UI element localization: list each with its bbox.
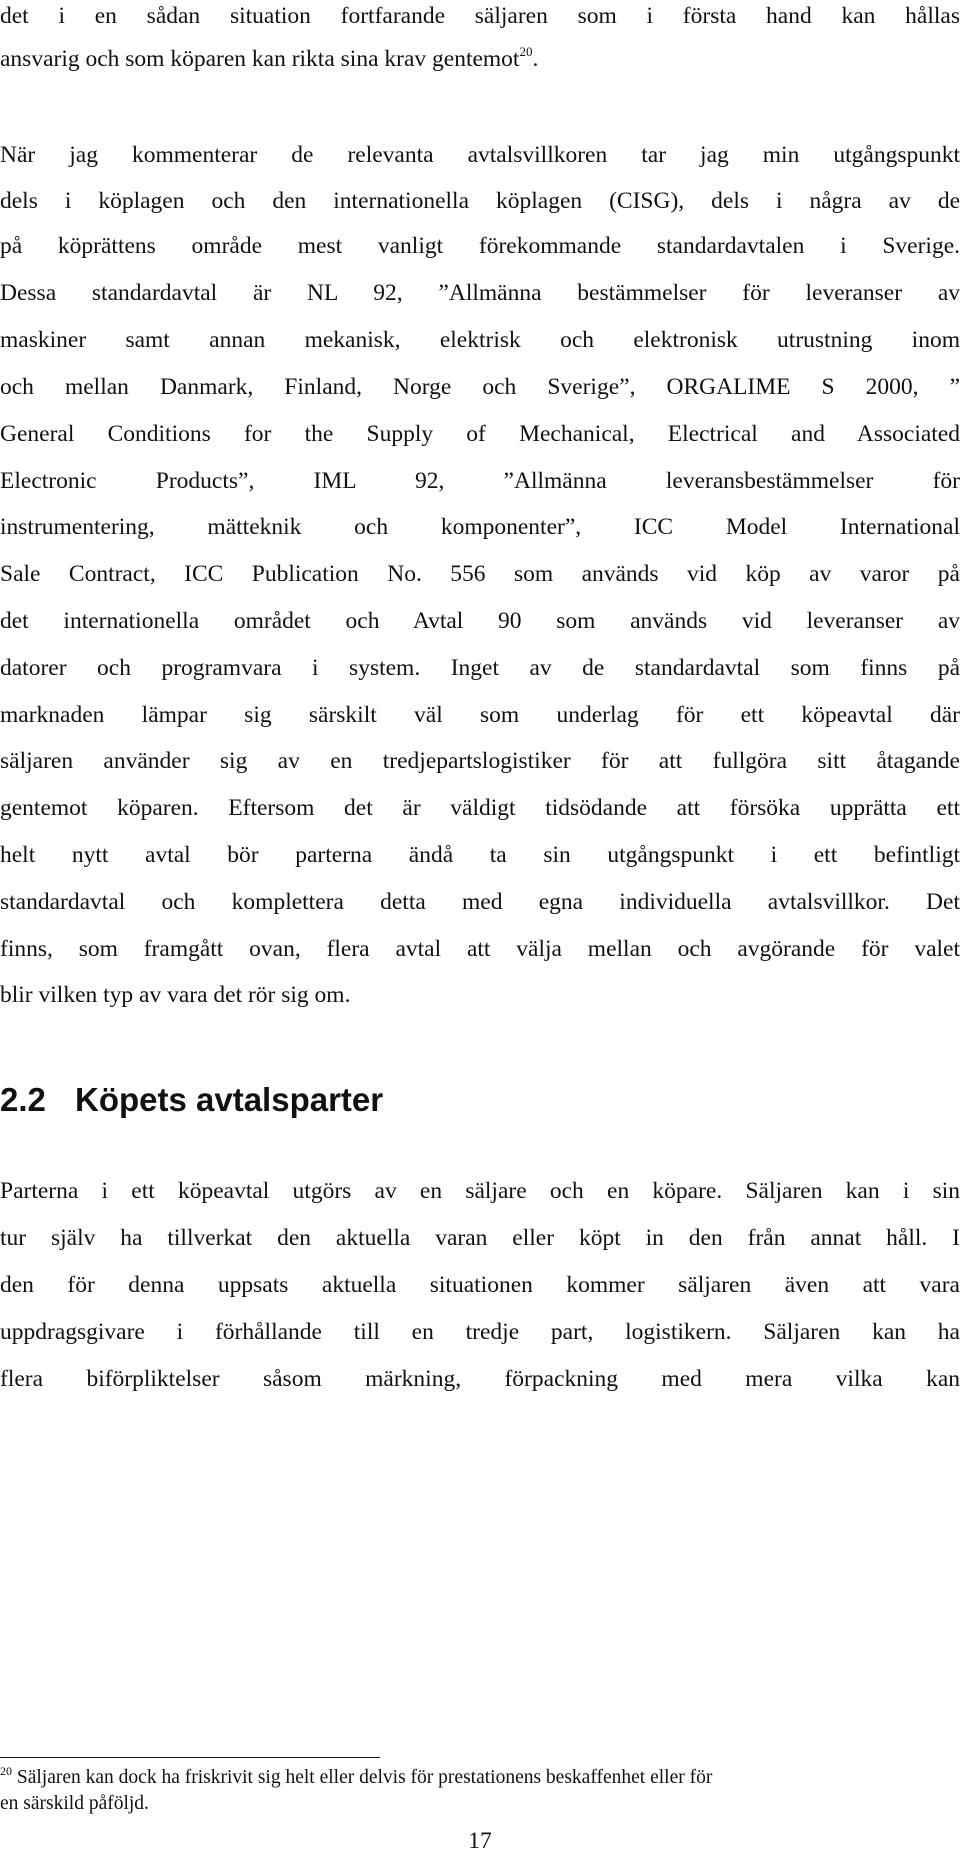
body-text-line: det internationella området och Avtal 90 som används vid leveranser av [0, 608, 960, 634]
body-text-line: marknaden lämpar sig särskilt väl som underlag för ett köpeavtal där [0, 702, 960, 728]
body-text-line: standardavtal och komplettera detta med egna individuella avtalsvillkor. Det [0, 889, 960, 915]
body-text-line: den för denna uppsats aktuella situationen kommer säljaren även att vara [0, 1272, 960, 1298]
section-title: Köpets avtalsparter [75, 1081, 384, 1118]
footnote-text: Säljaren kan dock ha friskrivit sig helt eller delvis för prestationens beskaffenhet eller för [12, 1767, 713, 1788]
body-text-line: Dessa standardavtal är NL 92, ”Allmänna bestämmelser för leveranser av [0, 280, 960, 306]
body-text-line: Electronic Products”, IML 92, ”Allmänna leveransbestämmelser för [0, 468, 960, 494]
body-text-line: det i en sådan situation fortfarande säljaren som i första hand kan hållas [0, 3, 960, 29]
body-text-line: När jag kommenterar de relevanta avtalsvillkoren tar jag min utgångspunkt [0, 142, 960, 168]
body-text-span: ansvarig och som köparen kan rikta sina krav gentemot [0, 46, 520, 72]
section-number: 2.2 [0, 1081, 46, 1118]
body-text-line: blir vilken typ av vara det rör sig om. [0, 982, 351, 1008]
body-text-line: finns, som framgått ovan, flera avtal att välja mellan och avgörande för valet [0, 936, 960, 962]
body-text-line [0, 44, 960, 74]
body-text-line: och mellan Danmark, Finland, Norge och Sverige”, ORGALIME S 2000, ” [0, 374, 960, 400]
body-text-span: . [532, 46, 539, 72]
page-number: 17 [468, 1828, 492, 1854]
body-text-line: Parterna i ett köpeavtal utgörs av en säljare och en köpare. Säljaren kan i sin [0, 1178, 960, 1204]
footnote-line [0, 1766, 960, 1790]
body-text-line: General Conditions for the Supply of Mechanical, Electrical and Associated [0, 421, 960, 447]
footnote-reference: 20 [519, 44, 533, 59]
section-heading [0, 1080, 383, 1120]
body-text-line: maskiner samt annan mekanisk, elektrisk och elektronisk utrustning inom [0, 327, 960, 353]
body-text-line: på köprättens område mest vanligt förekommande standardavtalen i Sverige. [0, 233, 960, 259]
body-text-line: datorer och programvara i system. Inget av de standardavtal som finns på [0, 655, 960, 681]
footnote-number: 20 [0, 1764, 12, 1778]
body-text-line: flera biförpliktelser såsom märkning, förpackning med mera vilka kan [0, 1366, 960, 1392]
footnote-separator [0, 1757, 380, 1758]
body-text-line: gentemot köparen. Eftersom det är väldigt tidsödande att försöka upprätta ett [0, 795, 960, 821]
body-text-line: dels i köplagen och den internationella köplagen (CISG), dels i några av de [0, 188, 960, 214]
body-text-line: instrumentering, mätteknik och komponenter”, ICC Model International [0, 514, 960, 540]
body-text-line: säljaren använder sig av en tredjepartslogistiker för att fullgöra sitt åtagande [0, 748, 960, 774]
body-text-line: helt nytt avtal bör parterna ändå ta sin utgångspunkt i ett befintligt [0, 842, 960, 868]
body-text-line: uppdragsgivare i förhållande till en tredje part, logistikern. Säljaren kan ha [0, 1319, 960, 1345]
body-text-line: tur själv ha tillverkat den aktuella varan eller köpt in den från annat håll. I [0, 1225, 960, 1251]
footnote-line: en särskild påföljd. [0, 1793, 149, 1814]
body-text-line: Sale Contract, ICC Publication No. 556 som används vid köp av varor på [0, 561, 960, 587]
